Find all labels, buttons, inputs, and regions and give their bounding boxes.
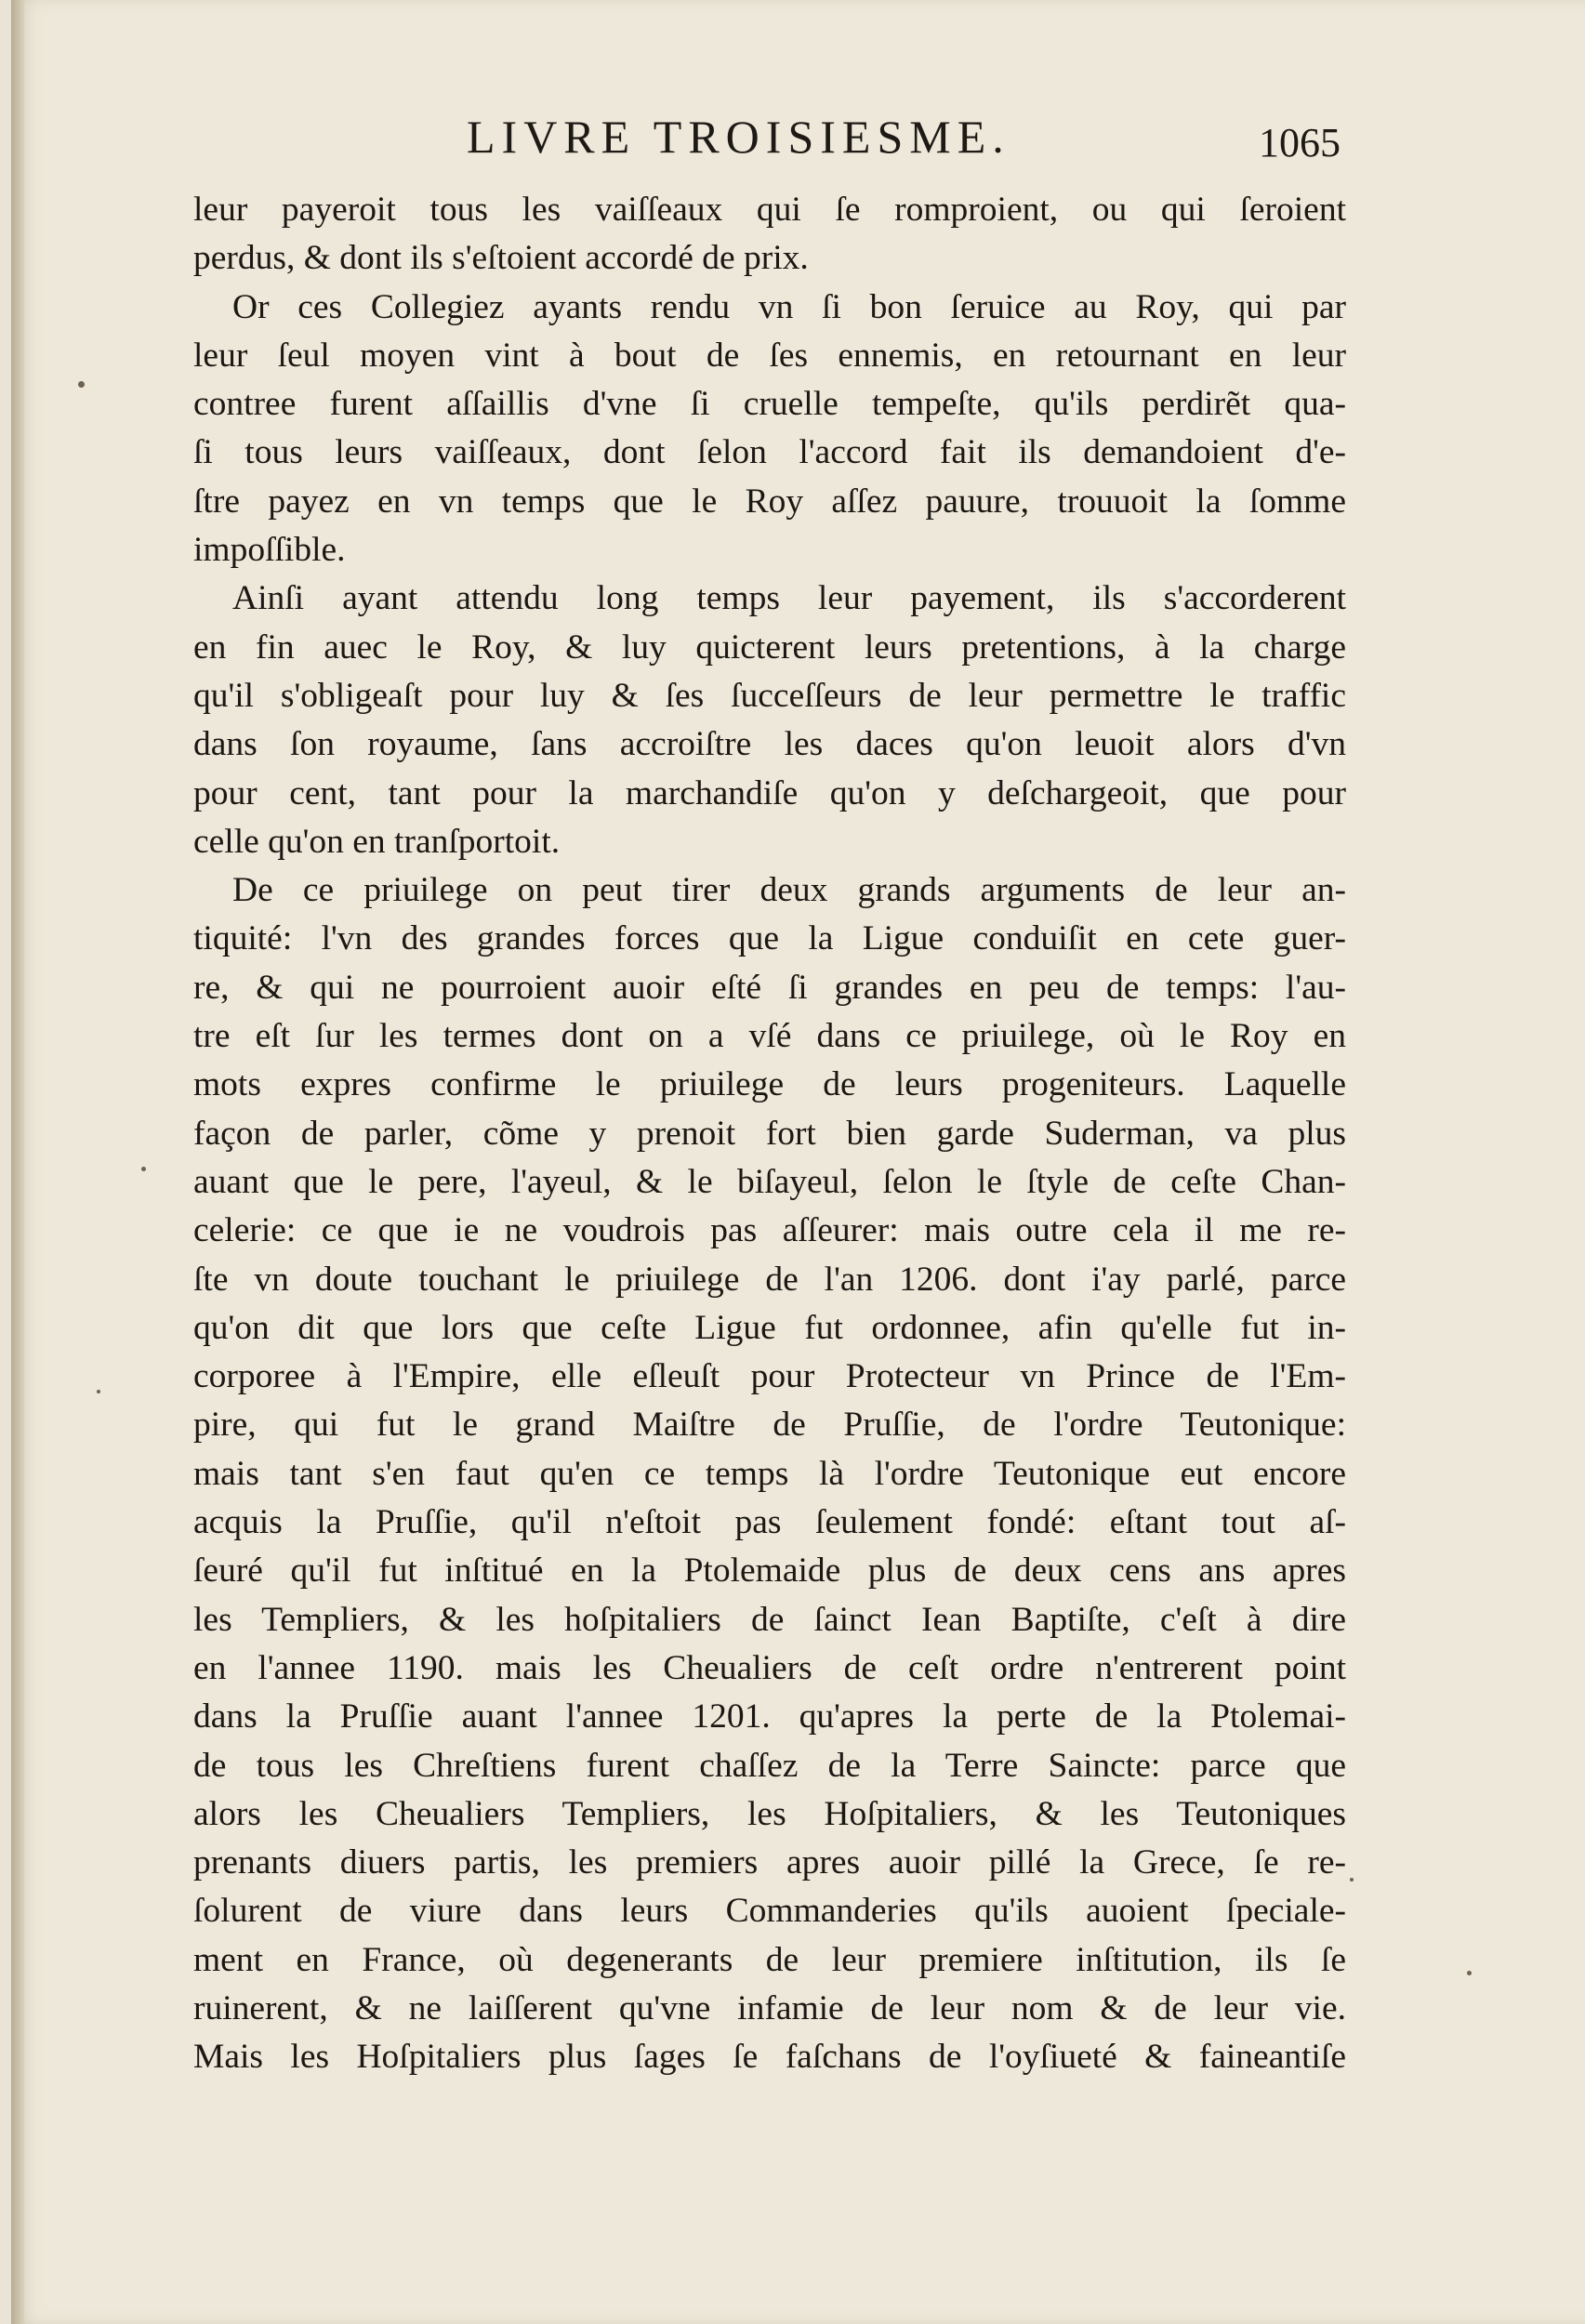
- text-line: auant que le pere, l'ayeul, & le biſayeul, ſelon le ſtyle de ceſte Chan-: [193, 1162, 1346, 1201]
- text-line: Mais les Hoſpitaliers plus ſages ſe faſchans de l'oyſiueté & faineantiſe: [193, 2038, 1346, 2077]
- text-line: en fin auec le Roy, & luy quicterent leurs pretentions, à la charge: [193, 627, 1346, 667]
- text-line: Or ces Collegiez ayants rendu vn ſi bon ſeruice au Roy, qui par: [232, 287, 1346, 326]
- text-line: perdus, & dont ils s'eſtoient accordé de prix.: [193, 239, 809, 278]
- text-line: ruinerent, & ne laiſſerent qu'vne infamie de leur nom & de leur vie.: [193, 1988, 1346, 2027]
- paper-speck: [1467, 1971, 1472, 1975]
- text-line: alors les Cheualiers Templiers, les Hoſpitaliers, & les Teutoniques: [193, 1794, 1346, 1833]
- text-line: les Templiers, & les hoſpitaliers de ſainct Iean Baptiſte, c'eſt à dire: [193, 1600, 1346, 1639]
- text-line: Ainſi ayant attendu long temps leur payement, ils s'accorderent: [232, 579, 1346, 618]
- text-line: façon de parler, cõme y prenoit fort bien garde Suderman, va plus: [193, 1114, 1346, 1153]
- text-line: ſtre payez en vn temps que le Roy aſſez pauure, trouuoit la ſomme: [193, 482, 1346, 521]
- text-line: leur ſeul moyen vint à bout de ſes ennemis, en retournant en leur: [193, 336, 1346, 375]
- text-line: tre eſt ſur les termes dont on a vſé dans ce priuilege, où le Roy en: [193, 1017, 1346, 1056]
- paper-speck: [1350, 1878, 1354, 1882]
- binding-gutter: [11, 0, 24, 2324]
- text-line: ſolurent de viure dans leurs Commanderies qu'ils auoient ſpeciale-: [193, 1892, 1346, 1931]
- text-line: ment en France, où degenerants de leur premiere inſtitution, ils ſe: [193, 1940, 1346, 1979]
- page-number: 1065: [1259, 120, 1341, 165]
- book-page: [11, 0, 1585, 2324]
- text-line: dans ſon royaume, ſans accroiſtre les daces qu'on leuoit alors d'vn: [193, 725, 1346, 764]
- paper-speck: [141, 1167, 146, 1171]
- body-text: [193, 186, 1346, 2082]
- text-line: qu'il s'obligeaſt pour luy & ſes ſucceſſeurs de leur permettre le traffic: [193, 676, 1346, 715]
- paper-speck: [78, 381, 85, 388]
- text-line: pire, qui fut le grand Maiſtre de Pruſſie, de l'ordre Teutonique:: [193, 1406, 1346, 1445]
- page-header: [197, 110, 1341, 165]
- text-line: de tous les Chreſtiens furent chaſſez de la Terre Saincte: parce que: [193, 1746, 1346, 1785]
- text-line: mais tant s'en faut qu'en ce temps là l'ordre Teutonique eut encore: [193, 1454, 1346, 1493]
- text-line: impoſſible.: [193, 531, 346, 570]
- text-line: dans la Pruſſie auant l'annee 1201. qu'apres la perte de la Ptolemai-: [193, 1697, 1346, 1736]
- text-line: leur payeroit tous les vaiſſeaux qui ſe romproient, ou qui ſeroient: [193, 191, 1346, 229]
- text-line: ſi tous leurs vaiſſeaux, dont ſelon l'accord fait ils demandoient d'e-: [193, 433, 1346, 472]
- text-line: ſeuré qu'il fut inſtitué en la Ptolemaide plus de deux cens ans apres: [193, 1552, 1346, 1591]
- text-line: De ce priuilege on peut tirer deux grands arguments de leur an-: [232, 871, 1346, 910]
- text-line: tiquité: l'vn des grandes forces que la Ligue conduiſit en cete guer-: [193, 919, 1346, 958]
- paper-speck: [97, 1390, 100, 1393]
- text-line: en l'annee 1190. mais les Cheualiers de ceſt ordre n'entrerent point: [193, 1648, 1346, 1687]
- text-line: ſte vn doute touchant le priuilege de l'an 1206. dont i'ay parlé, parce: [193, 1260, 1346, 1299]
- text-line: prenants diuers partis, les premiers apres auoir pillé la Grece, ſe re-: [193, 1843, 1346, 1882]
- text-line: mots expres confirme le priuilege de leurs progeniteurs. Laquelle: [193, 1065, 1346, 1104]
- text-line: re, & qui ne pourroient auoir eſté ſi grandes en peu de temps: l'au-: [193, 968, 1346, 1007]
- text-line: celerie: ce que ie ne voudrois pas aſſeurer: mais outre cela il me re-: [193, 1211, 1346, 1250]
- text-line: acquis la Pruſſie, qu'il n'eſtoit pas ſeulement fondé: eſtant tout aſ-: [193, 1503, 1346, 1542]
- text-line: corporee à l'Empire, elle eſleuſt pour Protecteur vn Prince de l'Em-: [193, 1357, 1346, 1396]
- text-line: contree furent aſſaillis d'vne ſi cruelle tempeſte, qu'ils perdirẽt qua-: [193, 385, 1346, 424]
- text-line: celle qu'on en tranſportoit.: [193, 822, 561, 861]
- text-line: pour cent, tant pour la marchandiſe qu'on y deſchargeoit, que pour: [193, 773, 1346, 812]
- running-title: LIVRE TROISIESME.: [467, 111, 1010, 163]
- text-line: qu'on dit que lors que ceſte Ligue fut ordonnee, afin qu'elle fut in-: [193, 1308, 1346, 1347]
